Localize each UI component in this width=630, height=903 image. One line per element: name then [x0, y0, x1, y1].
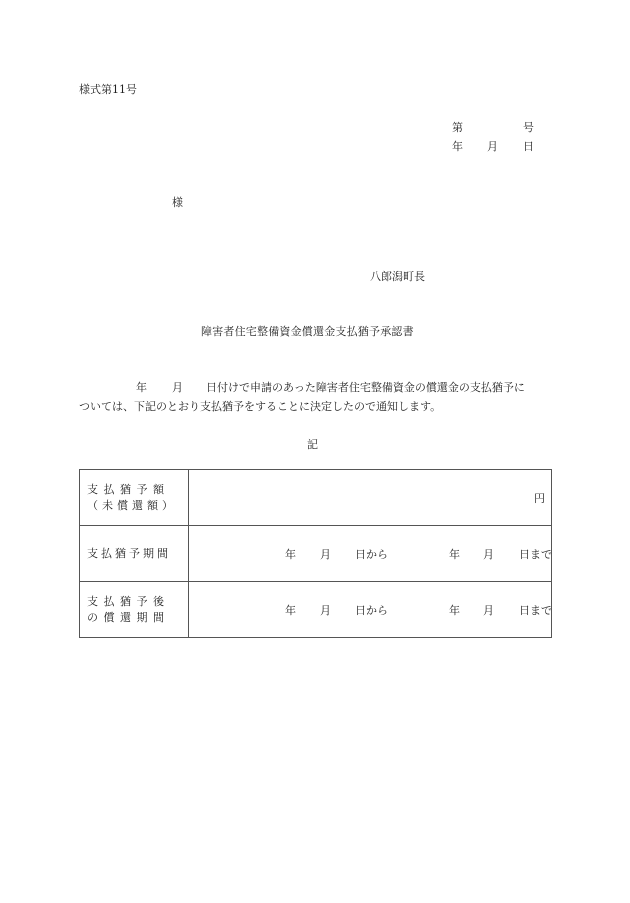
details-table — [79, 469, 552, 638]
from-year: 年 — [285, 603, 296, 617]
deferred-amount-label — [80, 470, 189, 526]
body-text-continuation: 日付けで申請のあった障害者住宅整備資金の償還金の支払猶予に — [206, 381, 525, 394]
repayment-period-label — [80, 582, 189, 638]
issue-date-year: 年 — [452, 140, 463, 153]
to-month: 月 — [483, 603, 494, 617]
from-month: 月 — [320, 547, 331, 561]
label-line: 支払猶予額 — [87, 482, 170, 496]
yen-unit: 円 — [534, 491, 545, 505]
document-title: 障害者住宅整備資金償還金支払猶予承認書 — [201, 325, 414, 338]
issue-date-day: 日 — [523, 140, 534, 153]
issue-date-month: 月 — [487, 140, 498, 153]
table-row-deferred-amount — [80, 470, 552, 526]
label-line: の償還期間 — [87, 610, 170, 624]
table-row-repayment-period — [80, 582, 552, 638]
deferment-period-field[interactable] — [189, 526, 552, 582]
to-year: 年 — [449, 547, 460, 561]
label-line: 支払猶予後 — [87, 594, 170, 608]
to-day: 日まで — [519, 603, 552, 617]
deferred-amount-field[interactable] — [189, 470, 552, 526]
label-line: 支払猶予期間 — [87, 546, 171, 560]
body-paragraph-line-2: ついては、下記のとおり支払猶予をすることに決定したので通知します。 — [79, 400, 442, 413]
repayment-period-field[interactable] — [189, 582, 552, 638]
table-row-deferment-period — [80, 526, 552, 582]
body-date-year: 年 — [136, 381, 147, 394]
to-day: 日まで — [519, 547, 552, 561]
body-date-month: 月 — [172, 381, 183, 394]
from-day: 日から — [355, 547, 388, 561]
document-number-suffix: 号 — [523, 121, 534, 134]
label-line: （未償還額） — [87, 498, 177, 512]
issuer-name: 八郎潟町長 — [370, 270, 425, 283]
addressee-honorific: 様 — [172, 196, 183, 209]
form-number: 様式第11号 — [79, 83, 137, 96]
from-month: 月 — [320, 603, 331, 617]
to-year: 年 — [449, 603, 460, 617]
from-year: 年 — [285, 547, 296, 561]
deferment-period-label — [80, 526, 189, 582]
document-number-label: 第 — [452, 121, 463, 134]
from-day: 日から — [355, 603, 388, 617]
to-month: 月 — [483, 547, 494, 561]
ki-heading: 記 — [307, 438, 318, 451]
